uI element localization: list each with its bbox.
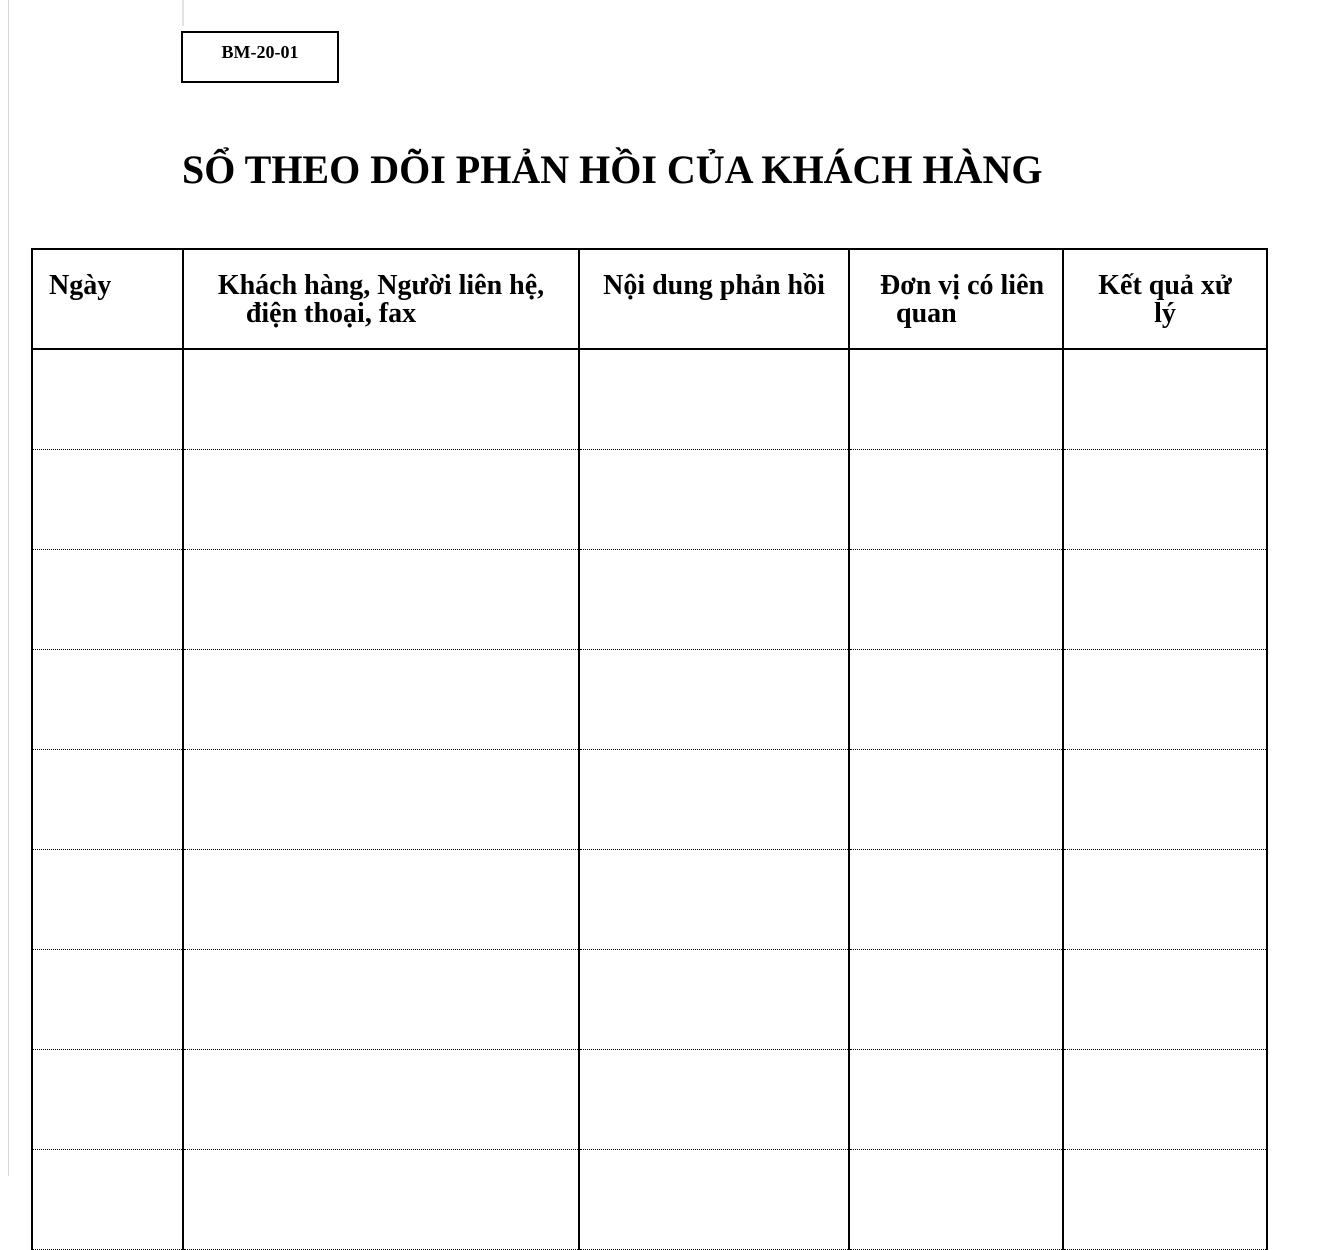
table-cell[interactable] [32, 349, 183, 449]
document-title: SỔ THEO DÕI PHẢN HỒI CỦA KHÁCH HÀNG [182, 147, 1043, 192]
header-related-unit [849, 249, 1063, 349]
table-cell[interactable] [183, 649, 579, 749]
table-row [32, 649, 1267, 749]
table-cell[interactable] [849, 649, 1063, 749]
table-cell[interactable] [849, 1049, 1063, 1149]
table-cell[interactable] [579, 749, 849, 849]
table-cell[interactable] [1063, 349, 1267, 449]
table-cell[interactable] [849, 349, 1063, 449]
table-cell[interactable] [183, 449, 579, 549]
table-cell[interactable] [32, 449, 183, 549]
table-row [32, 349, 1267, 449]
table-cell[interactable] [1063, 549, 1267, 649]
table-body [32, 349, 1267, 1249]
table-cell[interactable] [849, 549, 1063, 649]
table-cell[interactable] [579, 349, 849, 449]
table-cell[interactable] [849, 749, 1063, 849]
table-row [32, 749, 1267, 849]
table-cell[interactable] [1063, 1049, 1267, 1149]
table-cell[interactable] [1063, 449, 1267, 549]
header-customer-contact [183, 249, 579, 349]
table-cell[interactable] [32, 549, 183, 649]
table-cell[interactable] [579, 949, 849, 1049]
table-cell[interactable] [1063, 649, 1267, 749]
table-cell[interactable] [579, 849, 849, 949]
header-date [32, 249, 183, 349]
header-feedback-content [579, 249, 849, 349]
table-cell[interactable] [1063, 1149, 1267, 1249]
table-cell[interactable] [32, 749, 183, 849]
header-feedback-line-1: Nội dung phản hồi [603, 270, 825, 301]
table-row [32, 849, 1267, 949]
table-cell[interactable] [579, 549, 849, 649]
table-cell[interactable] [849, 1149, 1063, 1249]
table-cell[interactable] [183, 349, 579, 449]
table-header-row [32, 249, 1267, 349]
table-cell[interactable] [849, 449, 1063, 549]
table-cell[interactable] [183, 1049, 579, 1149]
table-row [32, 449, 1267, 549]
table-row [32, 949, 1267, 1049]
page-left-edge [8, 0, 9, 1176]
table-cell[interactable] [579, 1149, 849, 1249]
page-top-rule [182, 0, 184, 26]
header-date-line-1: Ngày [49, 270, 112, 301]
feedback-log-table [31, 248, 1268, 1250]
table-cell[interactable] [1063, 749, 1267, 849]
table-cell[interactable] [183, 749, 579, 849]
table-cell[interactable] [579, 1049, 849, 1149]
form-code-box [181, 31, 339, 83]
header-unit-line-2: quan [896, 298, 957, 329]
header-result-line-2: lý [1154, 298, 1176, 329]
table-cell[interactable] [579, 649, 849, 749]
table-cell[interactable] [1063, 849, 1267, 949]
table-cell[interactable] [32, 649, 183, 749]
header-result [1063, 249, 1267, 349]
table-cell[interactable] [32, 849, 183, 949]
header-customer-line-2: điện thoại, fax [245, 298, 417, 329]
table-cell[interactable] [32, 1049, 183, 1149]
table-cell[interactable] [183, 949, 579, 1049]
form-code-label: BM-20-01 [221, 42, 299, 62]
table-cell[interactable] [849, 849, 1063, 949]
table-cell[interactable] [183, 1149, 579, 1249]
table-cell[interactable] [32, 1149, 183, 1249]
header-unit-line-1: Đơn vị có liên [880, 270, 1045, 301]
table-cell[interactable] [183, 849, 579, 949]
table-cell[interactable] [849, 949, 1063, 1049]
table-cell[interactable] [1063, 949, 1267, 1049]
header-result-line-1: Kết quả xử [1098, 270, 1232, 301]
table-cell[interactable] [32, 949, 183, 1049]
table-row [32, 1049, 1267, 1149]
table-row [32, 1149, 1267, 1249]
header-customer-line-1: Khách hàng, Người liên hệ, [217, 270, 545, 301]
table-cell[interactable] [183, 549, 579, 649]
table-row [32, 549, 1267, 649]
table-cell[interactable] [579, 449, 849, 549]
